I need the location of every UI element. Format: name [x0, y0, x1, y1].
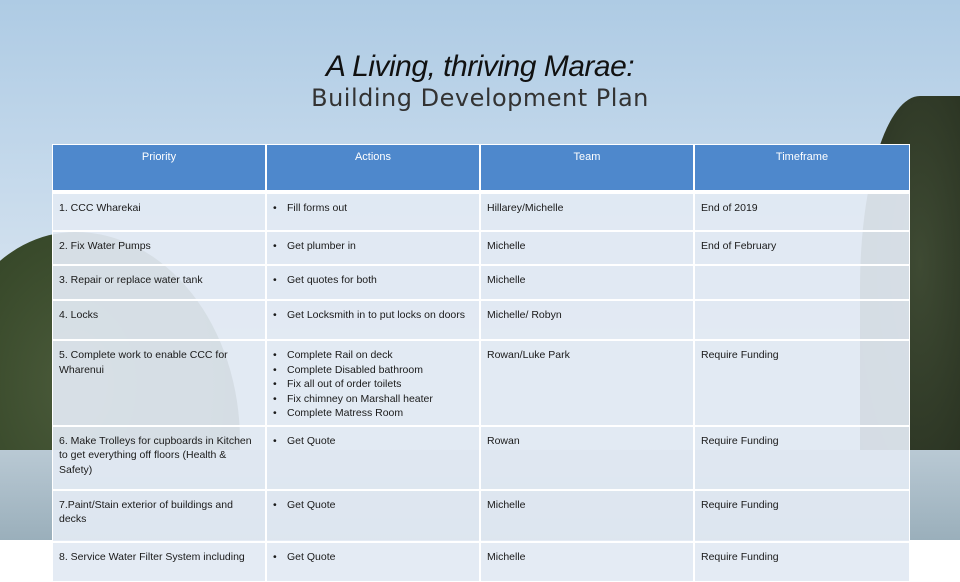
header-priority: Priority [52, 144, 266, 193]
action-item: • Get Quote [273, 498, 473, 513]
priority-cell: 8. Service Water Filter System including [52, 542, 266, 582]
priority-cell: 4. Locks [52, 300, 266, 340]
header-actions: Actions [266, 144, 480, 193]
table-row [52, 300, 910, 340]
slide-subtitle: Building Development Plan [311, 84, 649, 112]
table-row [52, 193, 910, 231]
action-item: • Get Quote [273, 434, 473, 449]
table-row [52, 490, 910, 542]
action-item: • Fix chimney on Marshall heater [273, 392, 473, 407]
team-cell: Michelle [480, 265, 694, 300]
actions-cell [266, 231, 480, 265]
timeframe-cell: Require Funding [694, 426, 910, 490]
actions-cell [266, 340, 480, 426]
header-team: Team [480, 144, 694, 193]
actions-cell [266, 300, 480, 340]
header-timeframe: Timeframe [694, 144, 910, 193]
timeframe-cell [694, 300, 910, 340]
action-item: • Fill forms out [273, 201, 473, 216]
table-row [52, 426, 910, 490]
team-cell: Michelle [480, 231, 694, 265]
action-item: • Get Locksmith in to put locks on doors [273, 308, 473, 323]
action-item: • Complete Disabled bathroom [273, 363, 473, 378]
team-cell: Rowan [480, 426, 694, 490]
actions-cell [266, 542, 480, 582]
actions-cell [266, 193, 480, 231]
table-row [52, 340, 910, 426]
priority-cell: 5. Complete work to enable CCC for Wharenui [52, 340, 266, 426]
timeframe-cell: Require Funding [694, 340, 910, 426]
action-item: • Complete Matress Room [273, 406, 473, 421]
table-row [52, 542, 910, 582]
plan-table [52, 144, 910, 582]
priority-cell: 3. Repair or replace water tank [52, 265, 266, 300]
action-item: • Fix all out of order toilets [273, 377, 473, 392]
actions-cell [266, 426, 480, 490]
priority-cell: 2. Fix Water Pumps [52, 231, 266, 265]
team-cell: Michelle [480, 542, 694, 582]
team-cell: Michelle [480, 490, 694, 542]
actions-cell [266, 490, 480, 542]
slide-title: A Living, thriving Marae: [325, 50, 635, 83]
action-item: • Get plumber in [273, 239, 473, 254]
priority-cell: 6. Make Trolleys for cupboards in Kitchen to get everything off floors (Health & Safety) [52, 426, 266, 490]
team-cell: Rowan/Luke Park [480, 340, 694, 426]
timeframe-cell: End of 2019 [694, 193, 910, 231]
priority-cell: 7.Paint/Stain exterior of buildings and decks [52, 490, 266, 542]
timeframe-cell: End of February [694, 231, 910, 265]
header-row [52, 144, 910, 193]
table-row [52, 265, 910, 300]
timeframe-cell [694, 265, 910, 300]
team-cell: Michelle/ Robyn [480, 300, 694, 340]
action-item: • Get quotes for both [273, 273, 473, 288]
team-cell: Hillarey/Michelle [480, 193, 694, 231]
timeframe-cell: Require Funding [694, 490, 910, 542]
actions-cell [266, 265, 480, 300]
table-row [52, 231, 910, 265]
priority-cell: 1. CCC Wharekai [52, 193, 266, 231]
action-item: • Complete Rail on deck [273, 348, 473, 363]
timeframe-cell: Require Funding [694, 542, 910, 582]
action-item: • Get Quote [273, 550, 473, 565]
